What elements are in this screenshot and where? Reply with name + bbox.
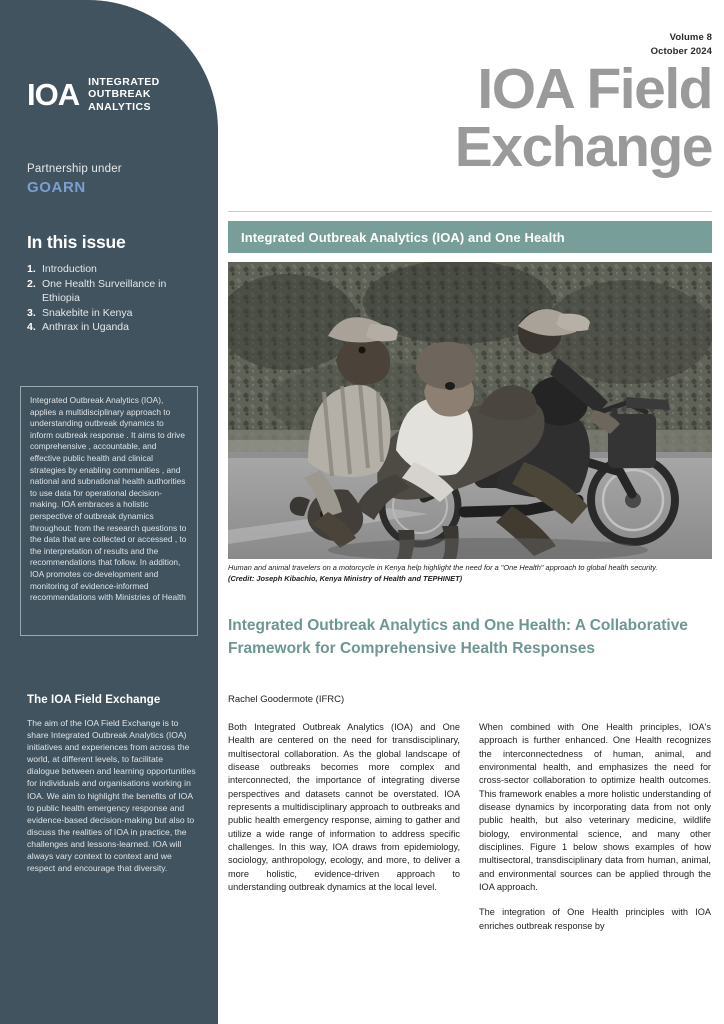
article-column-left [228,721,460,933]
section-banner-title: Integrated Outbreak Analytics (IOA) and One Health [241,229,565,245]
logo-wordmark [88,76,159,113]
partnership-label: Partnership under [27,163,122,175]
ioa-description-text: Integrated Outbreak Analytics (IOA), applies a multidisciplinary approach to understanding outbreak dynamics to inform outbreak response . It aims to drive comprehensive , accountable, and effective public health and clinical strategies by enabling communities , and national and subnational health authorities to use data for operational decision-making. IOA embraces a holistic perspective of outbreak dynamics throughout: from the research questions to the data that are collected or accessed , to the interpretation of results and the recommendations that follow. In addition, IOA promotes co-development and monitoring of evidence-informed recommendations with Ministries of Health [30,395,187,603]
article-byline: Rachel Goodermote (IFRC) [228,694,345,705]
photo-caption-text: Human and animal travelers on a motorcycle in Kenya help highlight the need for a "One Health" approach to global health security. [228,563,658,572]
toc-item[interactable] [27,277,199,306]
article-paragraph: Both Integrated Outbreak Analytics (IOA) and One Health are centered on the need for transdisciplinary, multisectoral collaboration. As the global landscape of disease outbreaks becomes more complex and interconnected, the importance of integrating diverse perspectives and datasets cannot be overstated. IOA represents a multidisciplinary approach to outbreaks and public health emergency response, aiming to gather and utilize a wide range of information to address specific challenges. In this way, IOA draws from epidemiology, sociology, anthropology, ecology, and more, to deliver a more holistic, evidence-driven approach to understanding outbreak dynamics at the local level. [228,722,460,893]
logo-mark-text: IOA [27,76,80,112]
sidebar [0,0,218,1024]
partnership-organisation: GOARN [27,179,86,196]
issue-date: October 2024 [650,45,712,57]
masthead-line-2: Exchange [454,115,712,179]
article-paragraph: The integration of One Health principles with IOA enriches outbreak response by [479,907,711,931]
table-of-contents [27,262,199,335]
article-paragraph: When combined with One Health principles, IOA's approach is further enhanced. One Health recognizes the interconnectedness of human, animal, and environmental health, and emphasizes the need for cross-sector collaboration to optimize health outcomes. This framework enables a more holistic understanding of disease dynamics by incorporating data from not only public health, but also veterinary medicine, wildlife biology, environmental science, and many other disciplines. Figure 1 below shows examples of how multisectoral, transdisciplinary data from human, animal, and environmental sources can be applied through the IOA approach. [479,722,711,893]
hero-photo-illustration [228,262,712,559]
toc-item[interactable] [27,320,199,335]
photo-caption [228,563,698,584]
issue-meta [651,31,712,58]
section-banner [228,221,712,253]
toc-item-label: Anthrax in Uganda [42,321,129,334]
toc-item[interactable] [27,306,199,321]
masthead-line-1: IOA Field [477,57,712,121]
field-exchange-text: The aim of the IOA Field Exchange is to share Integrated Outbreak Analytics (IOA) initiatives and experiences from across the world, at different levels, to facilitate dialogue between and learning opportunities for individuals and organisations working in IOA. We aim to highlight the benefits of IOA to public health emergency response and evidence-based decision-making but also to discuss the realities of IOA in practice, the challenges and lessons-learned. IOA will always vary context to context and we respect and encourage that diversity. [27,718,196,874]
field-exchange-heading: The IOA Field Exchange [27,694,161,706]
masthead-title [228,57,712,179]
toc-item-number: 1. [27,263,36,275]
ioa-description-box [20,386,198,636]
in-this-issue-heading: In this issue [27,232,126,252]
logo-word-line-2: OUTBREAK [88,88,151,101]
toc-item-label: One Health Surveillance in Ethiopia [42,277,167,305]
logo-word-line-3: ANALYTICS [88,100,151,113]
article-column-right [479,721,711,933]
volume-number: Volume 8 [669,32,712,43]
ioa-logo [27,76,160,113]
photo-credit: (Credit: Joseph Kibachio, Kenya Ministry of Health and TEPHINET) [228,573,463,583]
toc-item-number: 4. [27,321,36,334]
header-divider [228,211,712,212]
main-content [228,0,712,1024]
article-title: Integrated Outbreak Analytics and One Health: A Collaborative Framework for Comprehensive Health Responses [228,617,688,657]
hero-photo [228,262,712,559]
article-body [228,721,712,933]
toc-item-number: 3. [27,306,36,319]
toc-item-number: 2. [27,277,36,290]
logo-word-line-1: INTEGRATED [88,76,160,88]
toc-item[interactable] [27,262,199,277]
toc-item-label: Introduction [42,263,97,275]
toc-item-label: Snakebite in Kenya [42,306,133,319]
